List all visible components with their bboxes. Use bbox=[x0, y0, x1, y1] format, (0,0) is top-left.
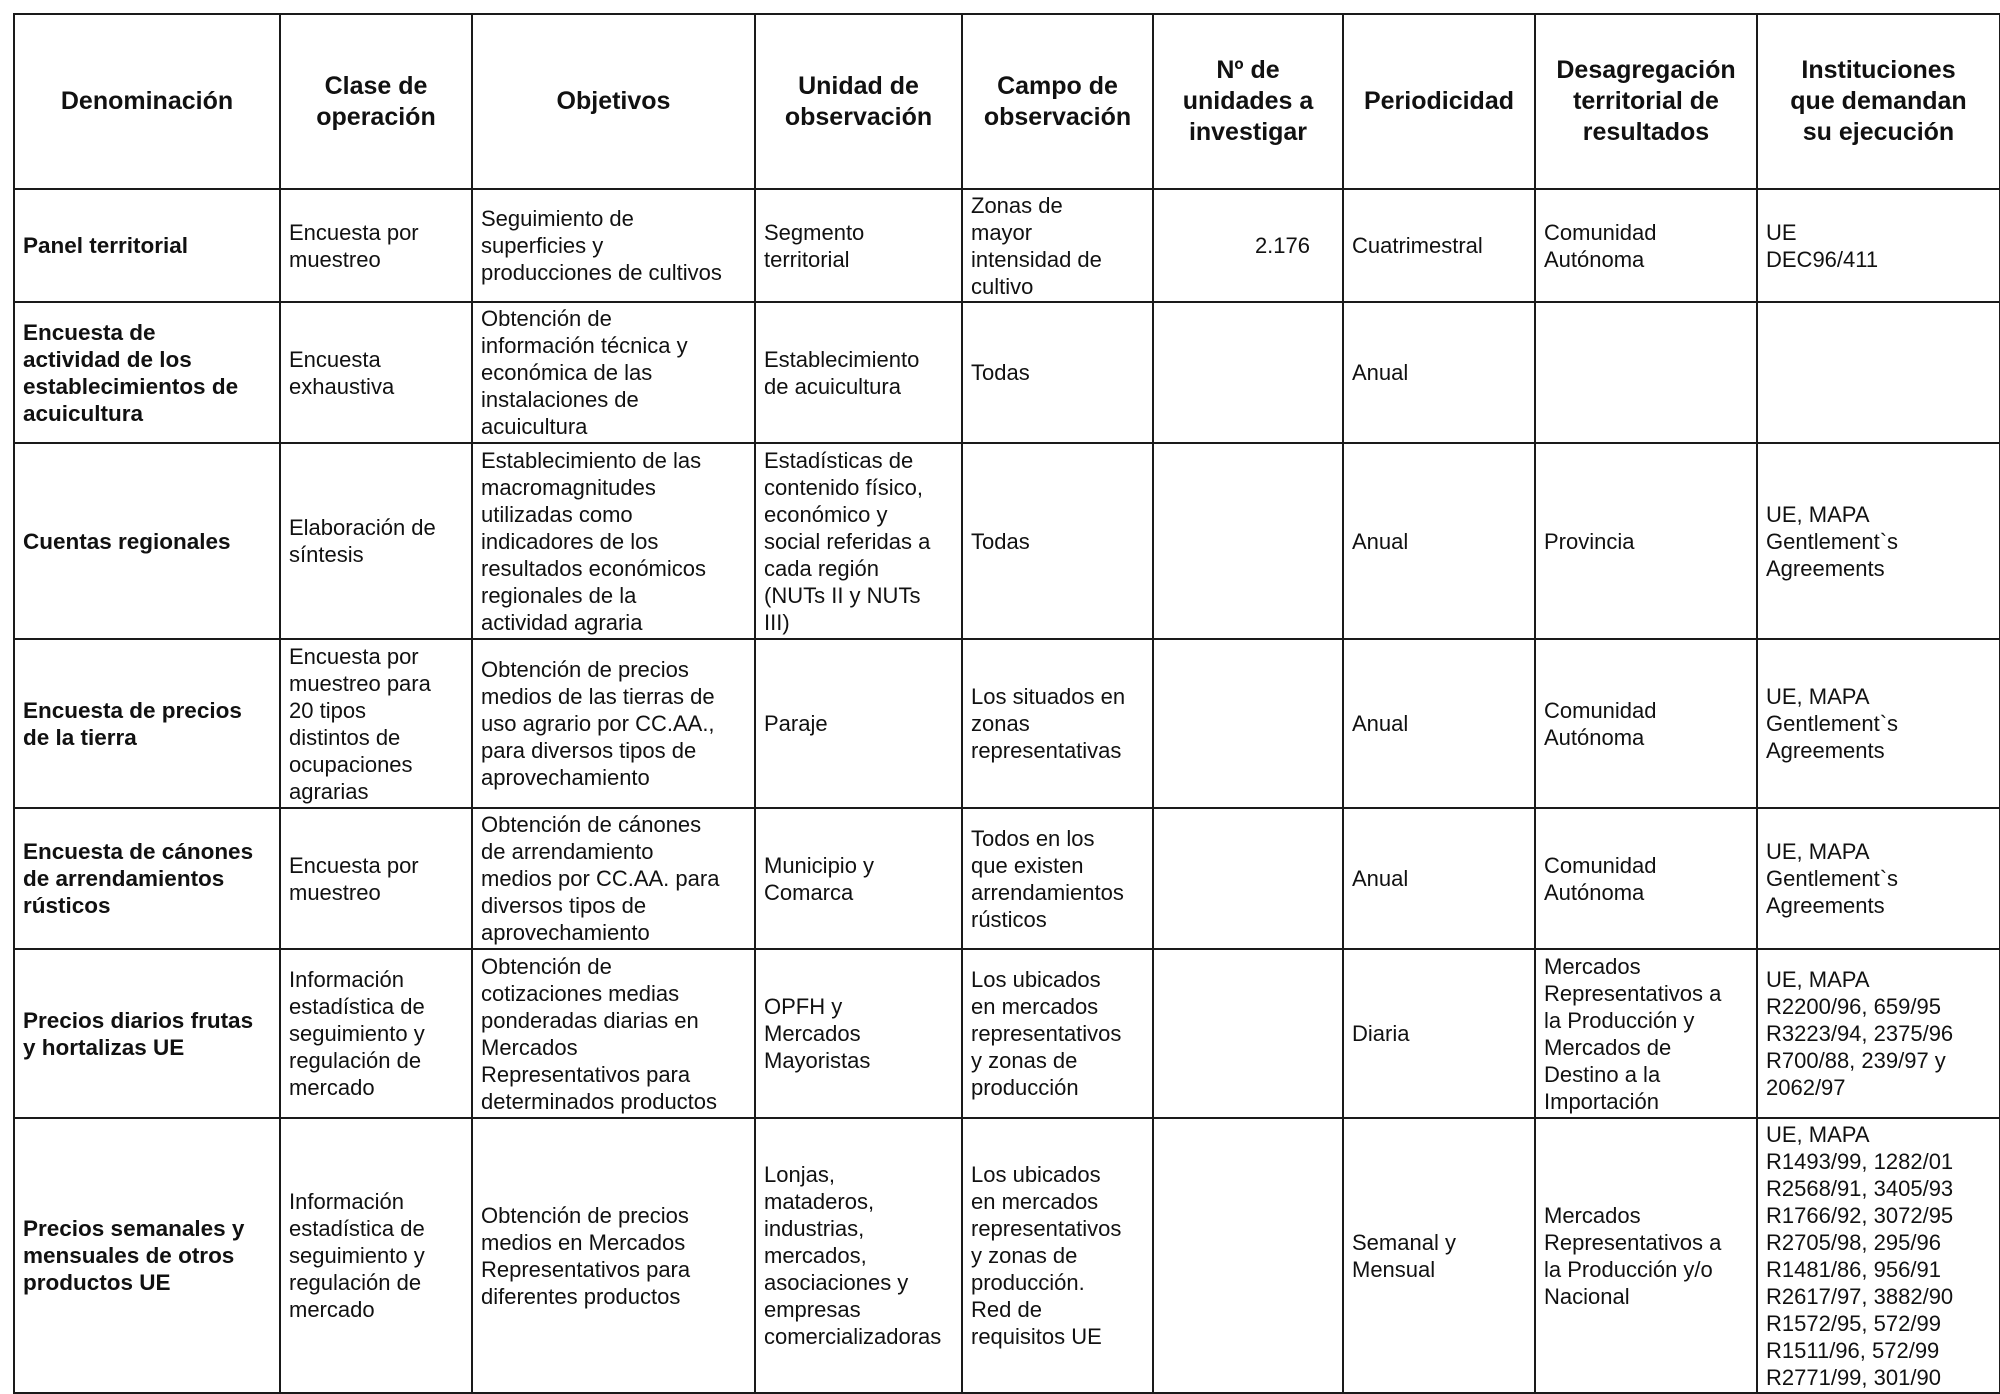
cell-campo: Los ubicados en mercados representativos y zonas de producción. Red de requisitos UE bbox=[962, 1118, 1153, 1393]
header-row bbox=[14, 14, 2000, 189]
header-desagregacion: Desagregación territorial de resultados bbox=[1535, 14, 1757, 189]
table-row bbox=[14, 302, 2000, 443]
cell-desagregacion: Mercados Representativos a la Producción y Mercados de Destino a la Importación bbox=[1535, 949, 1757, 1118]
header-clase-operacion: Clase de operación bbox=[280, 14, 472, 189]
cell-desagregacion: Comunidad Autónoma bbox=[1535, 639, 1757, 808]
cell-n-unidades: 2.176 bbox=[1153, 189, 1343, 302]
cell-n-unidades bbox=[1153, 302, 1343, 443]
cell-unidad: Segmento territorial bbox=[755, 189, 962, 302]
cell-periodicidad: Anual bbox=[1343, 639, 1535, 808]
cell-clase: Encuesta exhaustiva bbox=[280, 302, 472, 443]
cell-unidad: Estadísticas de contenido físico, económico y social referidas a cada región (NUTs II y NUTs III) bbox=[755, 443, 962, 639]
cell-denominacion: Encuesta de actividad de los establecimientos de acuicultura bbox=[14, 302, 280, 443]
cell-denominacion: Encuesta de cánones de arrendamientos rústicos bbox=[14, 808, 280, 949]
cell-periodicidad: Semanal y Mensual bbox=[1343, 1118, 1535, 1393]
cell-n-unidades bbox=[1153, 949, 1343, 1118]
header-n-unidades: Nº de unidades a investigar bbox=[1153, 14, 1343, 189]
cell-clase: Encuesta por muestreo bbox=[280, 189, 472, 302]
cell-campo: Los situados en zonas representativas bbox=[962, 639, 1153, 808]
cell-desagregacion: Mercados Representativos a la Producción y/o Nacional bbox=[1535, 1118, 1757, 1393]
cell-n-unidades bbox=[1153, 808, 1343, 949]
cell-periodicidad: Diaria bbox=[1343, 949, 1535, 1118]
table-row bbox=[14, 1118, 2000, 1393]
header-unidad-observacion: Unidad de observación bbox=[755, 14, 962, 189]
cell-unidad: OPFH y Mercados Mayoristas bbox=[755, 949, 962, 1118]
cell-n-unidades bbox=[1153, 1118, 1343, 1393]
table-row bbox=[14, 639, 2000, 808]
cell-objetivos: Obtención de información técnica y económica de las instalaciones de acuicultura bbox=[472, 302, 755, 443]
cell-unidad: Paraje bbox=[755, 639, 962, 808]
table-row bbox=[14, 443, 2000, 639]
cell-objetivos: Obtención de cánones de arrendamiento medios por CC.AA. para diversos tipos de aprovechamiento bbox=[472, 808, 755, 949]
cell-n-unidades bbox=[1153, 639, 1343, 808]
cell-instituciones: UE, MAPA Gentlement`s Agreements bbox=[1757, 443, 2000, 639]
cell-n-unidades bbox=[1153, 443, 1343, 639]
cell-instituciones: UE, MAPA R1493/99, 1282/01 R2568/91, 3405/93 R1766/92, 3072/95 R2705/98, 295/96 R1481/86, 956/91 R2617/97, 3882/90 R1572/95, 572/99 R1511/96, 572/99 R2771/99, 301/90 bbox=[1757, 1118, 2000, 1393]
header-instituciones: Instituciones que demandan su ejecución bbox=[1757, 14, 2000, 189]
cell-clase: Encuesta por muestreo bbox=[280, 808, 472, 949]
header-objetivos: Objetivos bbox=[472, 14, 755, 189]
cell-desagregacion: Comunidad Autónoma bbox=[1535, 808, 1757, 949]
cell-periodicidad: Anual bbox=[1343, 443, 1535, 639]
table-row bbox=[14, 949, 2000, 1118]
cell-campo: Todas bbox=[962, 302, 1153, 443]
cell-periodicidad: Anual bbox=[1343, 808, 1535, 949]
cell-desagregacion bbox=[1535, 302, 1757, 443]
cell-unidad: Municipio y Comarca bbox=[755, 808, 962, 949]
cell-unidad: Establecimiento de acuicultura bbox=[755, 302, 962, 443]
cell-clase: Información estadística de seguimiento y regulación de mercado bbox=[280, 1118, 472, 1393]
cell-denominacion: Precios semanales y mensuales de otros productos UE bbox=[14, 1118, 280, 1393]
cell-denominacion: Cuentas regionales bbox=[14, 443, 280, 639]
cell-instituciones: UE DEC96/411 bbox=[1757, 189, 2000, 302]
cell-instituciones: UE, MAPA R2200/96, 659/95 R3223/94, 2375/96 R700/88, 239/97 y 2062/97 bbox=[1757, 949, 2000, 1118]
header-periodicidad: Periodicidad bbox=[1343, 14, 1535, 189]
header-campo-observacion: Campo de observación bbox=[962, 14, 1153, 189]
cell-instituciones bbox=[1757, 302, 2000, 443]
header-denominacion: Denominación bbox=[14, 14, 280, 189]
table-row bbox=[14, 808, 2000, 949]
cell-clase: Información estadística de seguimiento y regulación de mercado bbox=[280, 949, 472, 1118]
cell-clase: Encuesta por muestreo para 20 tipos distintos de ocupaciones agrarias bbox=[280, 639, 472, 808]
cell-campo: Zonas de mayor intensidad de cultivo bbox=[962, 189, 1153, 302]
cell-denominacion: Encuesta de precios de la tierra bbox=[14, 639, 280, 808]
cell-denominacion: Panel territorial bbox=[14, 189, 280, 302]
cell-instituciones: UE, MAPA Gentlement`s Agreements bbox=[1757, 808, 2000, 949]
cell-campo: Todas bbox=[962, 443, 1153, 639]
cell-instituciones: UE, MAPA Gentlement`s Agreements bbox=[1757, 639, 2000, 808]
statistics-operations-table bbox=[13, 13, 2000, 1394]
statistics-table-container bbox=[13, 13, 2000, 1394]
cell-clase: Elaboración de síntesis bbox=[280, 443, 472, 639]
cell-objetivos: Obtención de cotizaciones medias ponderadas diarias en Mercados Representativos para determinados productos bbox=[472, 949, 755, 1118]
cell-desagregacion: Comunidad Autónoma bbox=[1535, 189, 1757, 302]
cell-campo: Los ubicados en mercados representativos y zonas de producción bbox=[962, 949, 1153, 1118]
cell-objetivos: Seguimiento de superficies y producciones de cultivos bbox=[472, 189, 755, 302]
cell-unidad: Lonjas, mataderos, industrias, mercados, asociaciones y empresas comercializadoras bbox=[755, 1118, 962, 1393]
cell-objetivos: Obtención de precios medios en Mercados Representativos para diferentes productos bbox=[472, 1118, 755, 1393]
cell-desagregacion: Provincia bbox=[1535, 443, 1757, 639]
cell-objetivos: Establecimiento de las macromagnitudes utilizadas como indicadores de los resultados económicos regionales de la actividad agraria bbox=[472, 443, 755, 639]
cell-periodicidad: Cuatrimestral bbox=[1343, 189, 1535, 302]
cell-objetivos: Obtención de precios medios de las tierras de uso agrario por CC.AA., para diversos tipos de aprovechamiento bbox=[472, 639, 755, 808]
cell-denominacion: Precios diarios frutas y hortalizas UE bbox=[14, 949, 280, 1118]
cell-campo: Todos en los que existen arrendamientos rústicos bbox=[962, 808, 1153, 949]
cell-periodicidad: Anual bbox=[1343, 302, 1535, 443]
table-row bbox=[14, 189, 2000, 302]
